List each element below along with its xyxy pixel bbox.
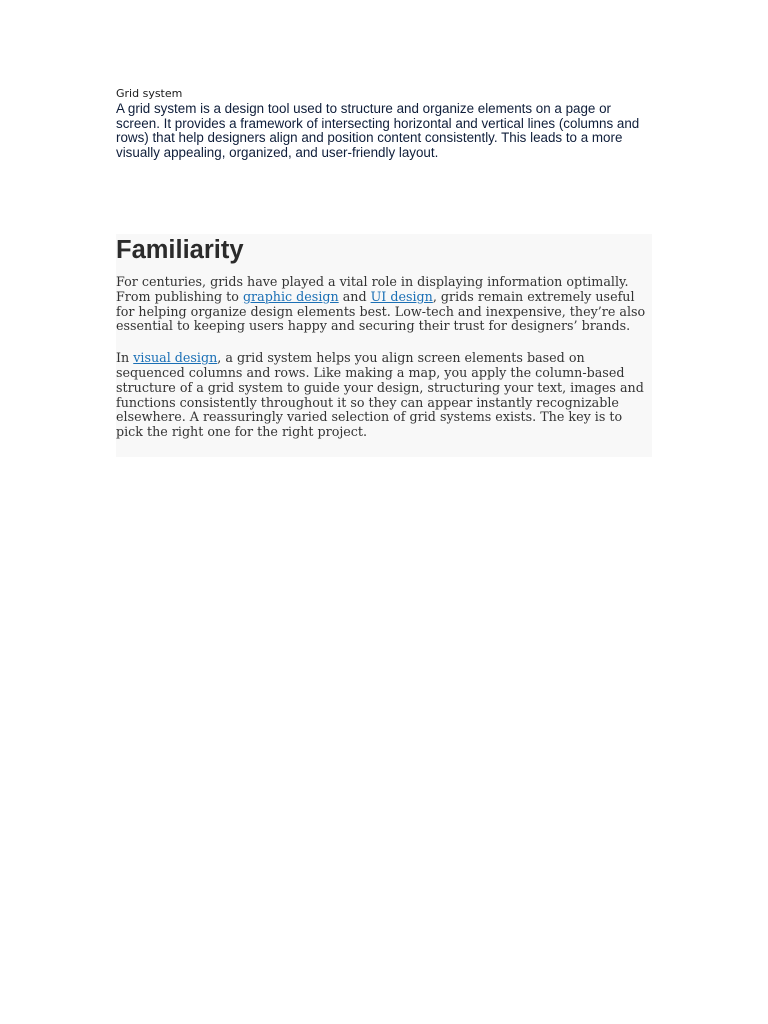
document-header (116, 86, 652, 160)
ui-design-link[interactable]: UI design (370, 288, 433, 304)
paragraph-2-text-b: , a grid system helps you align screen elements based on sequenced columns and rows. Like making a map, you apply the column-based structure of a grid system to guide your design, structuring your text, images and functions consistently throughout it so they can appear instantly recognizable elsewhere. A reassuringly varied selection of grid systems exists. The key is to pick the right one for the right project. (116, 350, 644, 440)
section-heading: Familiarity (116, 236, 244, 264)
intro-paragraph: A grid system is a design tool used to structure and organize elements on a page or screen. It provides a framework of intersecting horizontal and vertical lines (columns and rows) that help designers align and position content consistently. This leads to a more visually appealing, organized, and user-friendly layout. (116, 101, 640, 160)
paragraph-2-text-a: In (116, 350, 134, 366)
familiarity-section (116, 234, 652, 457)
graphic-design-link[interactable]: graphic design (242, 288, 339, 304)
paragraph-1 (116, 275, 652, 334)
visual-design-link[interactable]: visual design (133, 350, 218, 366)
document-title: Grid system (116, 87, 183, 100)
paragraph-1-text-a: For centuries, grids have played a vital role in displaying information optimally. From publishing to (116, 274, 629, 304)
paragraph-1-text-b: and (338, 288, 371, 304)
paragraph-1-text-c: , grids remain extremely useful for helping organize design elements best. Low-tech and inexpensive, they’re also essential to keeping users happy and securing their trust for designers’ brands. (116, 288, 646, 334)
paragraph-2 (116, 351, 652, 440)
